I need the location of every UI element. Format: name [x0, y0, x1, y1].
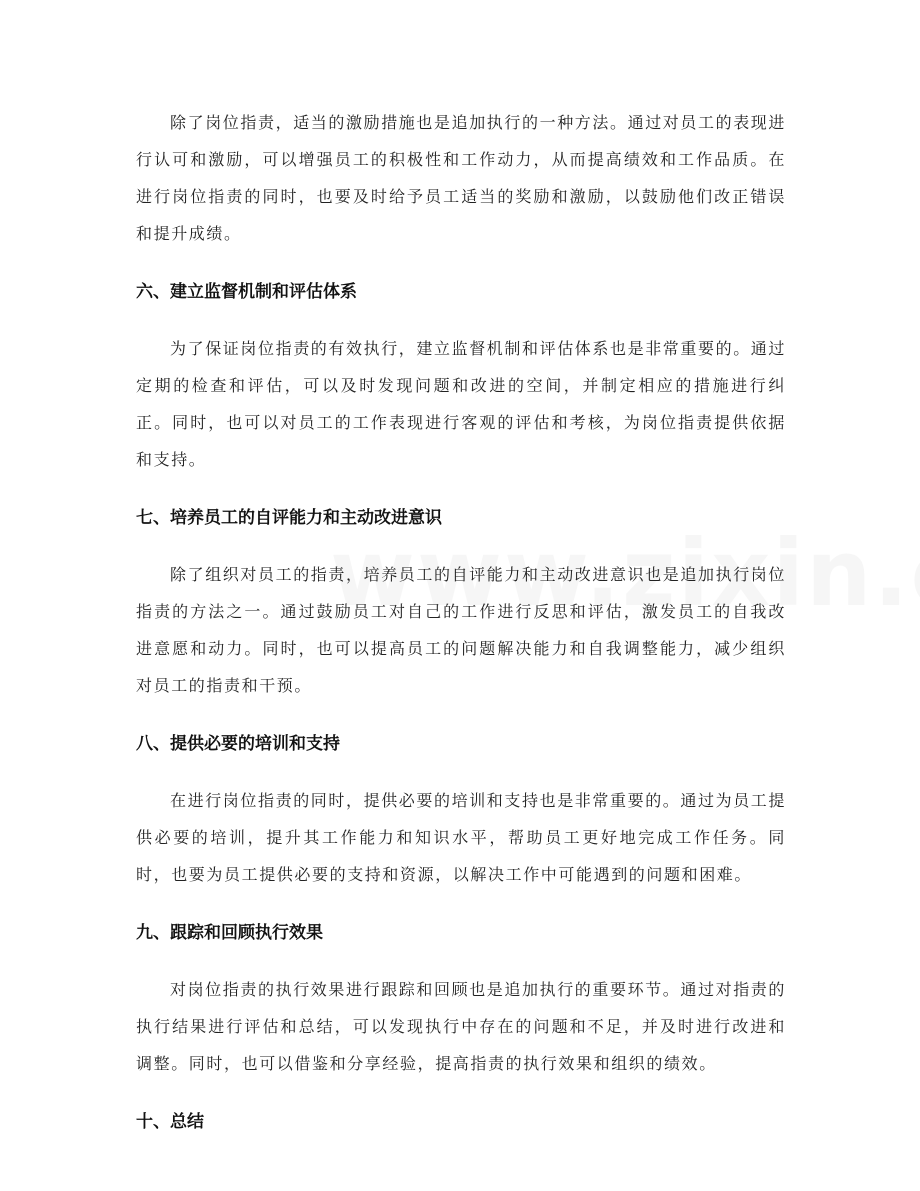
paragraph-incentives: 除了岗位指责，适当的激励措施也是追加执行的一种方法。通过对员工的表现进行认可和激励，可以增强员工的积极性和工作动力，从而提高绩效和工作品质。在进行岗位指责的同时，也要及时给予员工适当的奖励和激励，以鼓励他们改正错误和提升成绩。 [136, 113, 787, 243]
paragraph-training: 在进行岗位指责的同时，提供必要的培训和支持也是非常重要的。通过为员工提供必要的培训，提升其工作能力和知识水平，帮助员工更好地完成工作任务。同时，也要为员工提供必要的支持和资源，以解决工作中可能遇到的问题和困难。 [136, 791, 787, 884]
paragraph-supervision: 为了保证岗位指责的有效执行，建立监督机制和评估体系也是非常重要的。通过定期的检查和评估，可以及时发现问题和改进的空间，并制定相应的措施进行纠正。同时，也可以对员工的工作表现进行客观的评估和考核，为岗位指责提供依据和支持。 [136, 339, 787, 469]
document-body [136, 104, 786, 1141]
heading-section-10: 十、总结 [136, 1112, 204, 1132]
paragraph-tracking: 对岗位指责的执行效果进行跟踪和回顾也是追加执行的重要环节。通过对指责的执行结果进行评估和总结，可以发现执行中存在的问题和不足，并及时进行改进和调整。同时，也可以借鉴和分享经验，提高指责的执行效果和组织的绩效。 [136, 980, 787, 1073]
heading-section-6: 六、建立监督机制和评估体系 [136, 282, 357, 302]
paragraph-self-evaluation: 除了组织对员工的指责，培养员工的自评能力和主动改进意识也是追加执行岗位指责的方法之一。通过鼓励员工对自己的工作进行反思和评估，激发员工的自我改进意愿和动力。同时，也可以提高员工的问题解决能力和自我调整能力，减少组织对员工的指责和干预。 [136, 565, 787, 695]
heading-section-7: 七、培养员工的自评能力和主动改进意识 [136, 508, 442, 528]
heading-section-9: 九、跟踪和回顾执行效果 [136, 923, 323, 943]
heading-section-8: 八、提供必要的培训和支持 [136, 734, 340, 754]
